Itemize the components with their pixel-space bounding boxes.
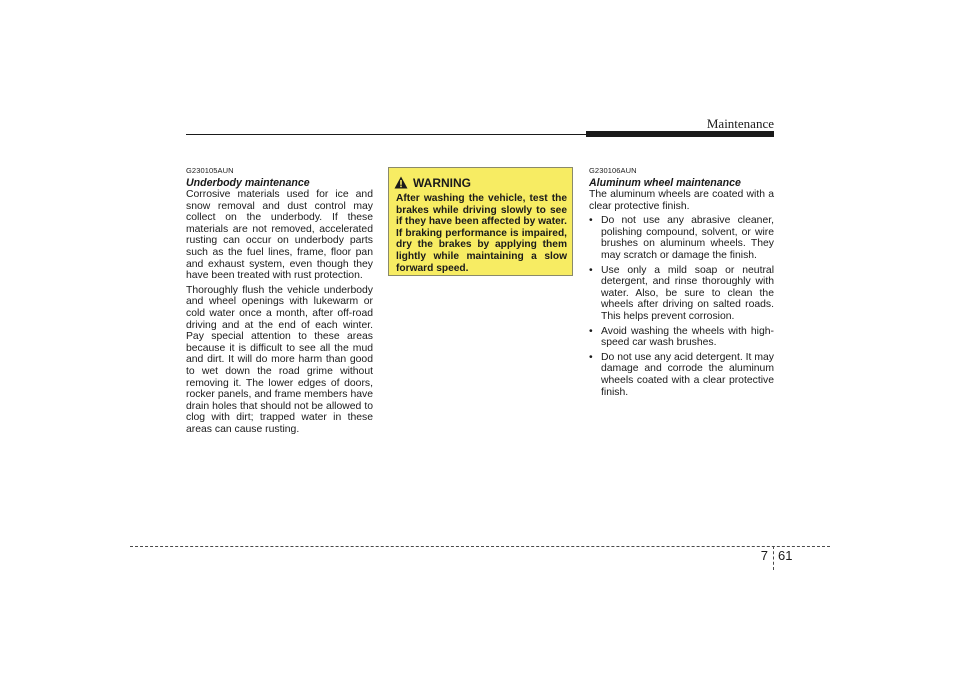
header-rule-thick	[586, 131, 774, 137]
list-item	[589, 352, 774, 398]
bullet-icon: •	[589, 325, 593, 337]
body-paragraph: The aluminum wheels are coated with a clear protective finish.	[589, 189, 774, 212]
list-item-text: Do not use any abrasive cleaner, polishing compound, solvent, or wire brushes on aluminum wheels. They may scratch or damage the finish.	[601, 215, 774, 261]
section-code: G230106AUN	[589, 166, 637, 175]
body-paragraph: Thoroughly flush the vehicle underbody and wheel openings with lukewarm or cold water once a month, after off-road driving and at the end of each winter. Pay special attention to these areas because it is difficult to see all the mud and dirt. It will do more harm than good to wet down the road grime without removing it. The lower edges of doors, rocker panels, and frame members have drain holes that should not be allowed to clog with dirt; trapped water in these areas can cause rusting.	[186, 284, 373, 435]
bullet-list	[589, 215, 774, 398]
warning-title: WARNING	[413, 176, 471, 190]
list-item	[589, 215, 774, 261]
list-item	[589, 326, 774, 349]
right-column	[589, 166, 774, 401]
section-title: Maintenance	[706, 116, 774, 131]
bullet-icon: •	[589, 351, 593, 363]
list-item-text: Do not use any acid detergent. It may damage and corrode the aluminum wheels coated with a clear protective finish.	[601, 351, 774, 398]
section-code: G230105AUN	[186, 166, 234, 175]
bullet-icon: •	[589, 264, 593, 276]
list-item-text: Use only a mild soap or neutral detergent, and rinse thoroughly with water. Also, be sure to clean the wheels after driving on salted roads. This helps prevent corrosion.	[601, 264, 774, 322]
chapter-number: 7	[760, 548, 768, 563]
left-column	[186, 166, 373, 438]
footer-dashed-rule	[130, 546, 830, 547]
bullet-icon: •	[589, 215, 593, 227]
section-subtitle: Underbody maintenance	[186, 177, 310, 189]
list-item-text: Avoid washing the wheels with high-speed car wash brushes.	[601, 325, 774, 349]
warning-box	[388, 167, 573, 276]
header-rule-thin	[186, 134, 588, 135]
list-item	[589, 265, 774, 323]
warning-text: After washing the vehicle, test the brakes while driving slowly to see if they have been affected by water. If braking performance is impaired, dry the brakes by applying them lightly while maintaining a slow forward speed.	[396, 193, 567, 274]
page-number-divider	[773, 546, 774, 570]
page-number: 61	[778, 548, 793, 563]
warning-triangle-icon	[394, 176, 408, 189]
body-paragraph: Corrosive materials used for ice and snow removal and dust control may collect on the underbody. If these materials are not removed, accelerated rusting can occur on underbody parts such as the fuel lines, frame, floor pan and exhaust system, even though they have been treated with rust protection.	[186, 189, 373, 282]
section-subtitle: Aluminum wheel maintenance	[589, 177, 741, 189]
